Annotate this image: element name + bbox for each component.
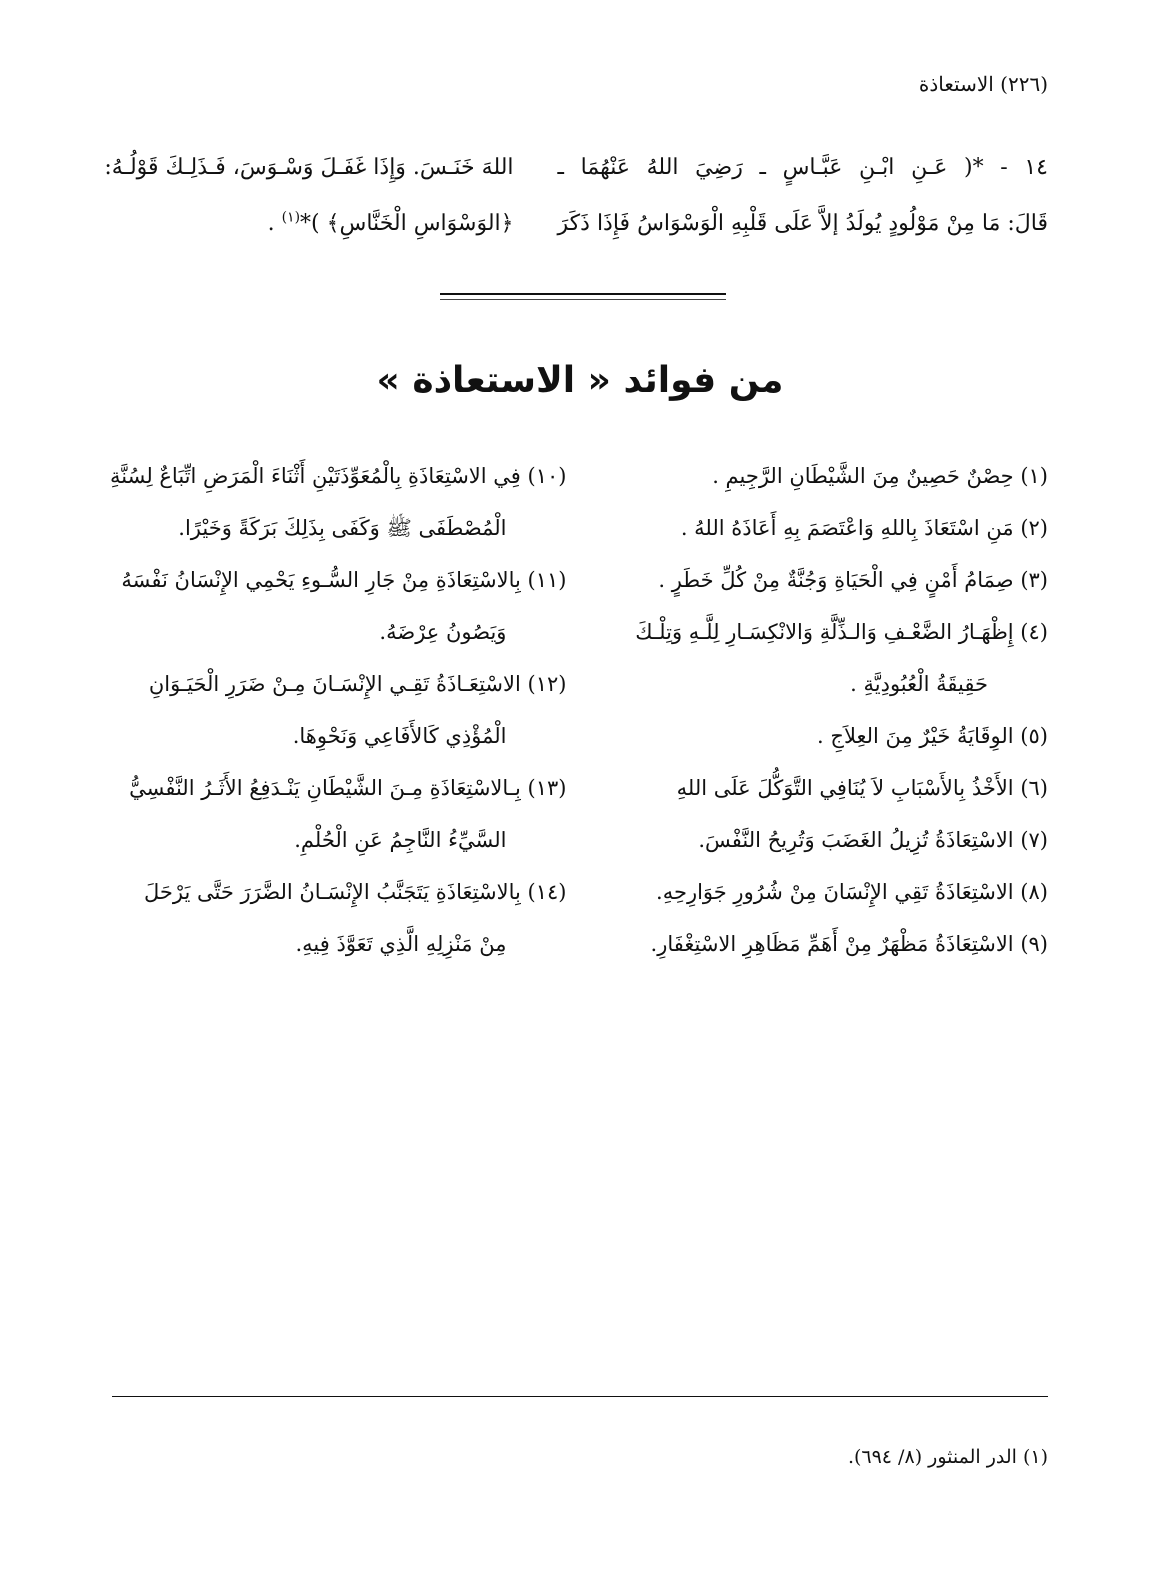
divider-rule-thin [440,299,726,300]
benefit-text: (٤) إِظْهَـارُ الضَّعْـفِ وَالـذِّلَّةِ وَالانْكِسَـارِ لِلَّـهِ وَتِلْـكَ [635,620,1048,644]
hadith-text-line: قَالَ: مَا مِنْ مَوْلُودٍ يُولَدُ إلاَّ عَلَى قَلْبِهِ الْوَسْوَاسُ فَإِذَا ذَكَرَ [557,211,1048,236]
benefit-item [606,606,1048,710]
benefit-text-continuation: وَيَصُونُ عِرْضَهُ. [379,620,507,644]
benefit-text: (٢) مَنِ اسْتَعَاذَ بِاللهِ وَاعْتَصَمَ بِهِ أَعَاذَهُ اللهُ . [680,516,1048,540]
benefit-text-continuation: الْمُؤْذِي كَالأَفَاعِي وَنَحْوِهَا. [292,724,507,748]
benefit-item [110,866,566,970]
benefit-item [110,658,566,762]
benefit-text: (٩) الاسْتِعَاذَةُ مَظْهَرٌ مِنْ أَهَمِّ مَظَاهِرِ الاسْتِغْفَارِ. [650,932,1048,956]
divider-rule-thick [440,293,726,295]
benefit-text: (١٤) بِالاسْتِعَاذَةِ يَتَجَنَّبُ الإِنْسَـانُ الضَّرَرَ حَتَّى يَرْحَلَ [144,880,567,904]
benefit-text: (٦) الأَخْذُ بِالأَسْبَابِ لاَ يُنَافِي التَّوَكُّلَ عَلَى اللهِ [676,776,1048,800]
footnote-text: (١) الدر المنثور (٨/ ٦٩٤). [847,1446,1048,1468]
benefits-list [110,450,1048,970]
benefit-text-continuation: حَقِيقَةُ الْعُبُودِيَّةِ . [850,672,988,696]
benefit-item [606,866,1048,918]
hadith-verse-text: ﴿الوَسْوَاسِ الْخَنَّاسِ﴾ )* [300,211,514,236]
footnote-marker[interactable]: (١) [281,209,301,226]
benefit-item [606,450,1048,502]
benefit-text-continuation: السَّيِّءُ النَّاجِمُ عَنِ الْحُلْمِ. [294,828,507,852]
benefit-text: (١١) بِالاسْتِعَاذَةِ مِنْ جَارِ السُّـوءِ يَحْمِي الإِنْسَانُ نَفْسَهُ [121,568,567,592]
benefit-item [110,450,566,554]
benefit-item [606,502,1048,554]
running-header: (٢٢٦) الاستعاذة [918,72,1048,96]
hadith-right-column [558,140,1048,252]
benefits-left-column [110,450,566,970]
hadith-end-punctuation: . [267,211,282,236]
benefit-text: (١٠) فِي الاسْتِعَاذَةِ بِالْمُعَوِّذَتَيْنِ أَثْنَاءَ الْمَرَضِ اتِّبَاعٌ لِسُنَّةِ [110,464,567,488]
benefit-text: (٨) الاسْتِعَاذَةُ تَقِي الإِنْسَانَ مِنْ شُرُورِ جَوَارِحِهِ. [656,880,1048,904]
hadith-text-line: اللهَ خَنَـسَ. وَإِذَا غَفَـلَ وَسْـوَسَ، فَـذَلِـكَ قَوْلُـهُ: [104,155,514,180]
benefit-text: (٥) الوِقَايَةُ خَيْرٌ مِنَ العِلاَجِ . [817,724,1048,748]
benefit-item [606,710,1048,762]
benefit-text: (١٣) بِـالاسْتِعَاذَةِ مِـنَ الشَّيْطَانِ يَنْـدَفِعُ الأَثَـرُ النَّفْسِيُّ [129,776,567,800]
benefit-text: (١٢) الاسْتِعَـاذَةُ تَقِـي الإِنْسَـانَ مِـنْ ضَرَرِ الْحَيَـوَانِ [148,672,567,696]
benefit-item [606,918,1048,970]
benefit-text-continuation: مِنْ مَنْزِلِهِ الَّذِي تَعَوَّذَ فِيهِ. [295,932,507,956]
benefit-item [606,814,1048,866]
benefit-item [606,554,1048,606]
footnote-separator [112,1396,1048,1397]
section-title: من فوائد « الاستعاذة » [376,360,784,401]
benefit-text: (٧) الاسْتِعَاذَةُ تُزِيلُ الغَضَبَ وَتُرِيحُ النَّفْسَ. [698,828,1048,852]
benefits-right-column [606,450,1048,970]
hadith-text-line: ١٤ - *( عَـنِ ابْـنِ عَبَّـاسٍ ـ رَضِيَ اللهُ عَنْهُمَا ـ [557,155,1048,180]
hadith-block [104,140,1048,252]
benefit-text-continuation: الْمُصْطَفَى ﷺ وَكَفَى بِذَلِكَ بَرَكَةً وَخَيْرًا. [178,516,507,540]
hadith-text-line-end [104,196,513,252]
benefit-text: (١) حِصْنٌ حَصِينٌ مِنَ الشَّيْطَانِ الرَّجِيمِ . [712,464,1048,488]
benefit-item [110,762,566,866]
benefit-item [110,554,566,658]
section-divider [440,293,726,304]
benefit-text: (٣) صِمَامُ أَمْنٍ فِي الْحَيَاةِ وَجُنَّةٌ مِنْ كُلِّ خَطَرٍ . [658,568,1048,592]
benefit-item [606,762,1048,814]
hadith-left-column [104,140,513,252]
